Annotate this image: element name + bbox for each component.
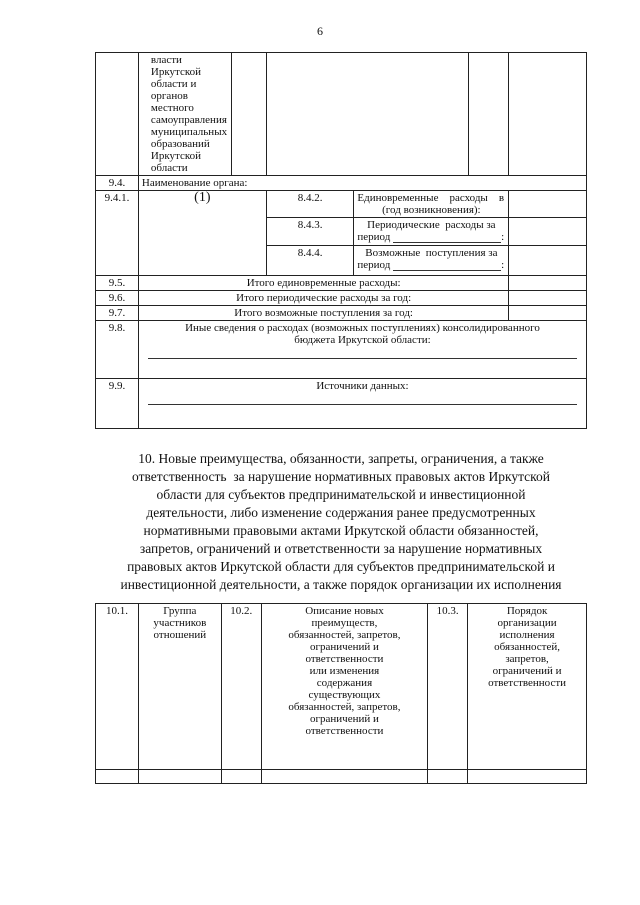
procedure-header: Порядок организации исполнения обязанностей, запретов, ограничений и ответственности <box>468 604 587 770</box>
periodic-expenses: Периодические расходы за период : <box>354 218 509 246</box>
other-info: Иные сведения о расходах (возможных поступлениях) консолидированного бюджета Иркутской области: <box>138 321 586 379</box>
row-8-4-4: 8.4.4. Возможные поступления за период : <box>96 246 587 276</box>
empty-row <box>96 770 587 784</box>
row-9-6: 9.6. Итого периодические расходы за год: <box>96 291 587 306</box>
row-9-4: 9.4. Наименование органа: <box>96 176 587 191</box>
authority-cell: власти Иркутской области и органов местного самоуправления муниципальных образований Иркутской области <box>138 53 231 176</box>
row-9-5: 9.5. Итого единовременные расходы: <box>96 276 587 291</box>
row-9-4-1: 9.4.1. (1) 8.4.2. Единовременные расходы в (год возникновения): <box>96 191 587 218</box>
header-row: 10.1. Группа участников отношений 10.2. Описание новых преимуществ, обязанностей, запретов, ограничений и ответственности или изменения содержания существующих обязанностей, запретов, ограничений и ответственности 10.3. Порядок организации исполнения обязанностей, запретов, ограничений и ответственности <box>96 604 587 770</box>
possible-revenues: Возможные поступления за период : <box>354 246 509 276</box>
obligations-table <box>95 603 587 784</box>
row-9-7: 9.7. Итого возможные поступления за год: <box>96 306 587 321</box>
one-time-expenses: Единовременные расходы в (год возникновения): <box>354 191 509 218</box>
row-9-8: 9.8. Иные сведения о расходах (возможных поступлениях) консолидированного бюджета Иркутской области: <box>96 321 587 379</box>
continuation-row <box>96 53 587 176</box>
row-9-9: 9.9. Источники данных: <box>96 379 587 429</box>
data-sources: Источники данных: <box>138 379 586 429</box>
page-number: 6 <box>317 24 323 38</box>
section-10-heading: 10. Новые преимущества, обязанности, запреты, ограничения, а также ответственность за нарушение нормативных правовых актов Иркутской области для субъектов предпринимательской и инвестиционной деятельности, либо изменение содержания ранее предусмотренных нормативными правовыми актами Иркутской области обязанностей, запретов, ограничений и ответственности за нарушение нормативных правовых актов Иркутской области для субъектов предпринимательской и инвестиционной деятельности, а также порядок организации их исполнения <box>120 451 562 592</box>
participants-group-header: Группа участников отношений <box>138 604 221 770</box>
organ-placeholder: (1) <box>138 191 266 276</box>
row-8-4-3: 8.4.3. Периодические расходы за период : <box>96 218 587 246</box>
description-header: Описание новых преимуществ, обязанностей, запретов, ограничений и ответственности или изменения содержания существующих обязанностей, запретов, ограничений и ответственности <box>261 604 428 770</box>
budget-table <box>95 52 587 429</box>
